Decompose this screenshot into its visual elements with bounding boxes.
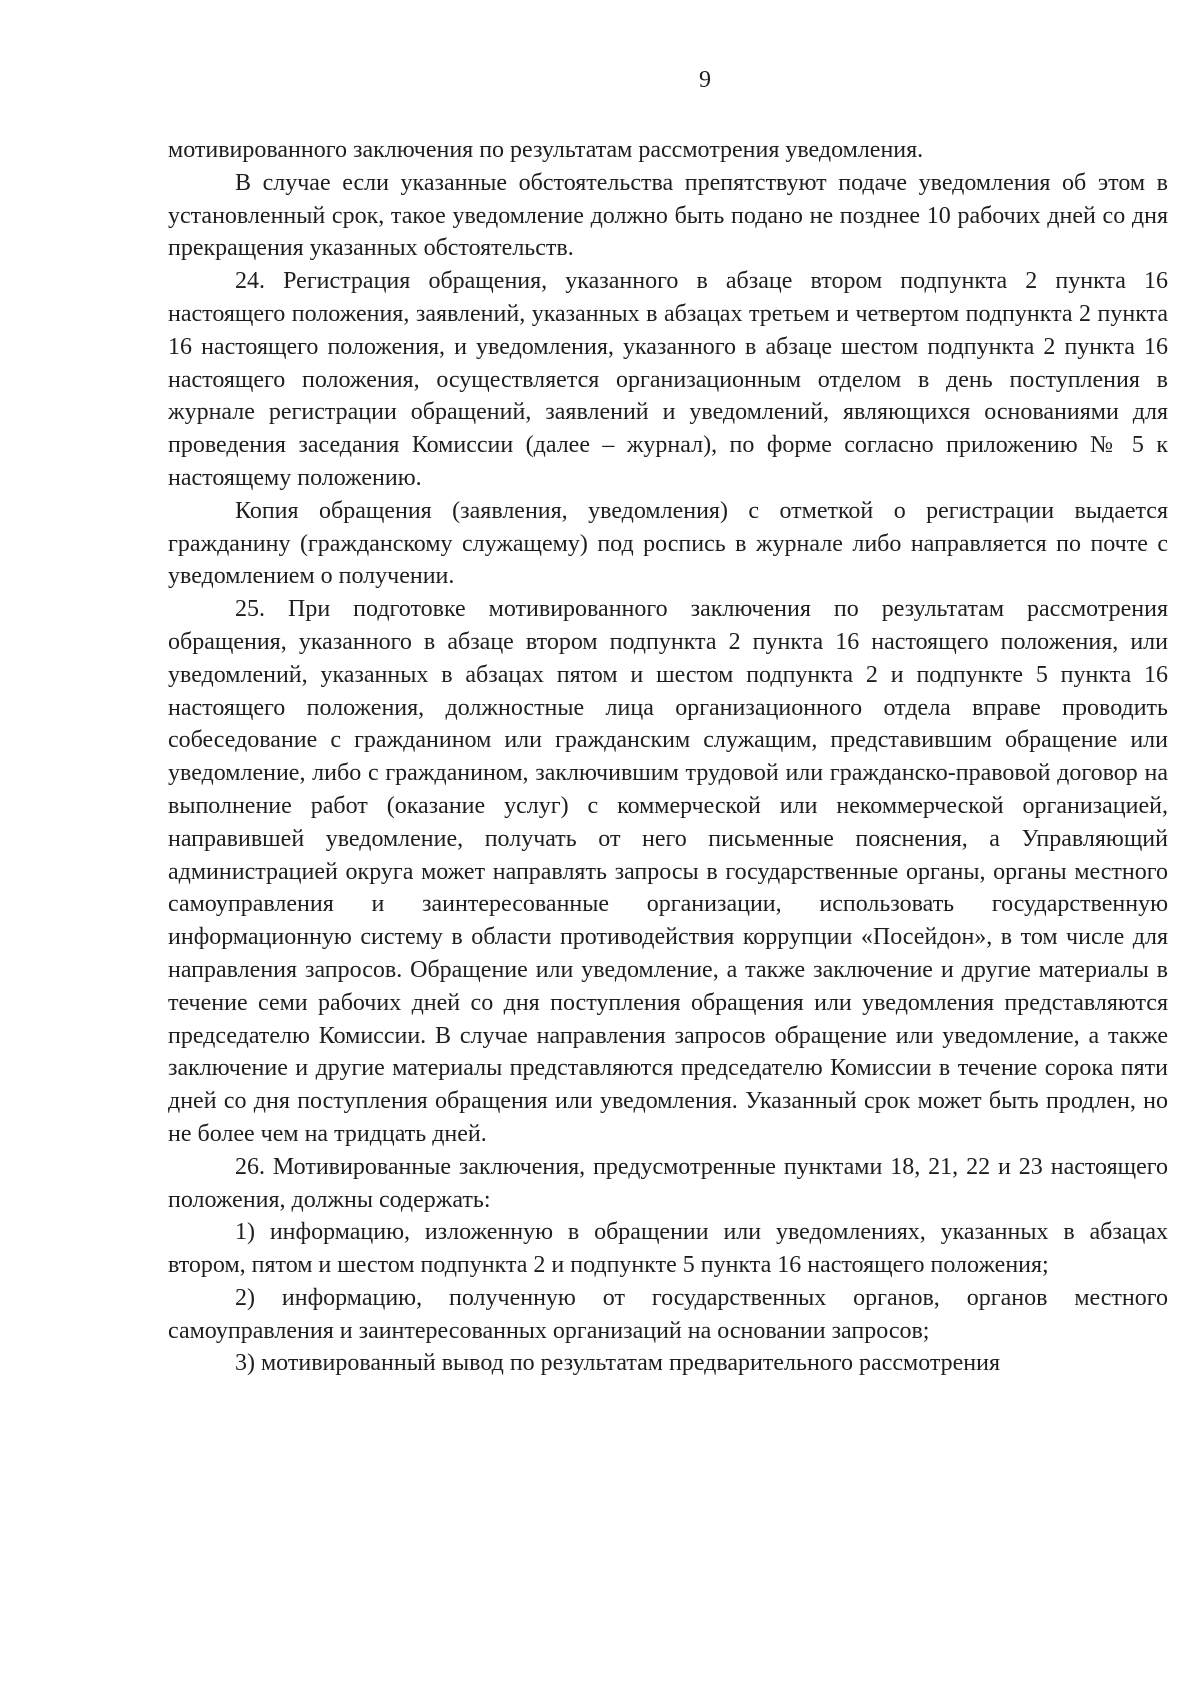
paragraph-copy-of-appeal: Копия обращения (заявления, уведомления) с отметкой о регистрации выдается гражданину (гражданскому служащему) под роспись в журнале либо направляется по почте с уведомлением о получении. bbox=[168, 497, 1168, 590]
paragraph-item-24: 24. Регистрация обращения, указанного в абзаце втором подпункта 2 пункта 16 настоящего положения, заявлений, указанных в абзацах третьем и четвертом подпункта 2 пункта 16 настоящего положения, и уведомления, указанного в абзаце шестом подпункта 2 пункта 16 настоящего положения, осуществляется организационным отделом в день поступления в журнале регистрации обращений, заявлений и уведомлений, являющихся основаниями для проведения заседания Комиссии (далее – журнал), по форме согласно приложению № 5 к настоящему положению. bbox=[168, 268, 1168, 491]
paragraph-item-25: 25. При подготовке мотивированного заключения по результатам рассмотрения обращения, указанного в абзаце втором подпункта 2 пункта 16 настоящего положения, или уведомлений, указанных в абзацах пятом и шестом подпункта 2 и подпункте 5 пункта 16 настоящего положения, должностные лица организационного отдела вправе проводить собеседование с гражданином или гражданским служащим, представившим обращение или уведомление, либо с гражданином, заключившим трудовой или гражданско-правовой договор на выполнение работ (оказание услуг) с коммерческой или некоммерческой организацией, направившей уведомление, получать от него письменные пояснения, а Управляющий администрацией округа может направлять запросы в государственные органы, органы местного самоуправления и заинтересованные организации, использовать государственную информационную систему в области противодействия коррупции «Посейдон», в том числе для направления запросов. Обращение или уведомление, а также заключение и другие материалы в течение семи рабочих дней со дня поступления обращения или уведомления представляются председателю Комиссии. В случае направления запросов обращение или уведомление, а также заключение и другие материалы представляются председателю Комиссии в течение сорока пяти дней со дня поступления обращения или уведомления. Указанный срок может быть продлен, но не более чем на тридцать дней. bbox=[168, 596, 1168, 1147]
paragraph-item-26: 26. Мотивированные заключения, предусмотренные пунктами 18, 21, 22 и 23 настоящего положения, должны содержать: bbox=[168, 1153, 1168, 1213]
list-item-2: 2) информацию, полученную от государственных органов, органов местного самоуправления и заинтересованных организаций на основании запросов; bbox=[168, 1284, 1168, 1344]
page-number: 9 bbox=[699, 67, 711, 93]
paragraph-circumstances: В случае если указанные обстоятельства препятствуют подаче уведомления об этом в установленный срок, такое уведомление должно быть подано не позднее 10 рабочих дней со дня прекращения указанных обстоятельств. bbox=[168, 169, 1168, 262]
list-item-3: 3) мотивированный вывод по результатам предварительного рассмотрения bbox=[235, 1350, 1001, 1377]
paragraph-continuation: мотивированного заключения по результатам рассмотрения уведомления. bbox=[168, 137, 924, 163]
document-body bbox=[168, 134, 1168, 1380]
list-item-1: 1) информацию, изложенную в обращении или уведомлениях, указанных в абзацах втором, пятом и шестом подпункта 2 и подпункте 5 пункта 16 настоящего положения; bbox=[168, 1219, 1168, 1279]
